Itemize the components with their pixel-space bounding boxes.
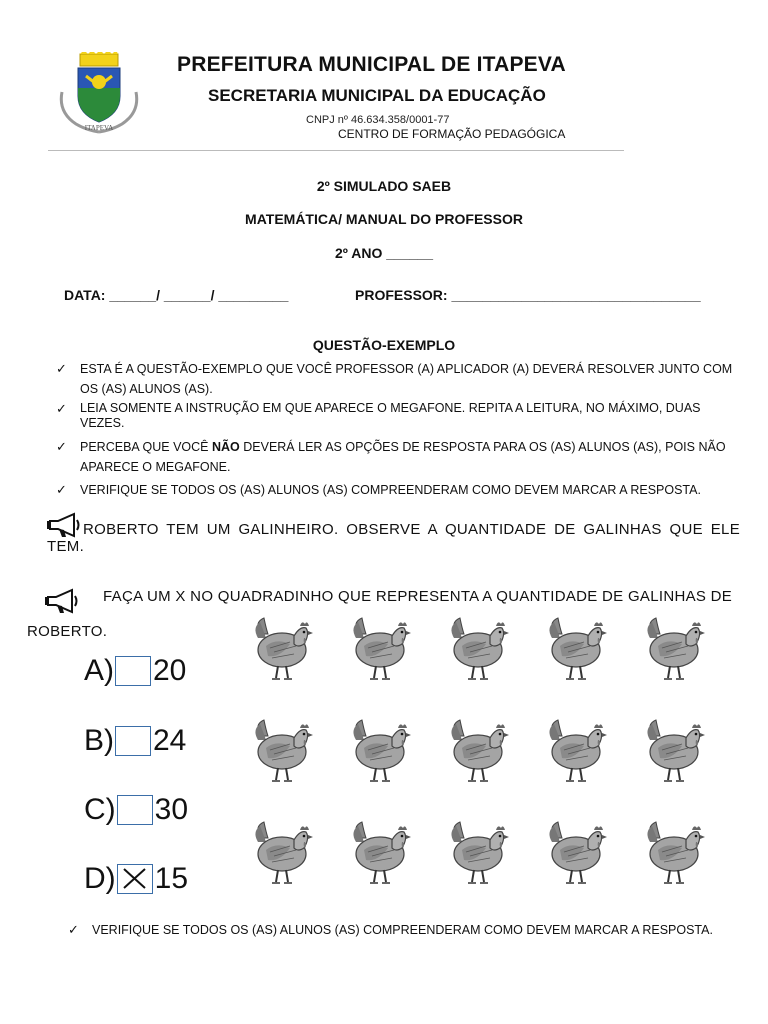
instruction-text bbox=[80, 437, 746, 477]
answer-checkbox[interactable] bbox=[115, 726, 151, 756]
hen-icon bbox=[348, 714, 414, 791]
instruction-text: ESTA É A QUESTÃO-EXEMPLO QUE VOCÊ PROFESSOR (A) APLICADOR (A) DEVERÁ RESOLVER JUNTO COM OS (AS) ALUNOS (AS). bbox=[80, 362, 733, 396]
question-statement: ROBERTO TEM UM GALINHEIRO. OBSERVE A QUANTIDADE DE GALINHAS QUE ELE TEM. bbox=[47, 521, 740, 555]
instruction-item bbox=[56, 401, 746, 431]
option-letter: A) bbox=[84, 654, 114, 687]
instruction-text-part: PERCEBA QUE VOCÊ bbox=[80, 440, 212, 454]
answer-option-d[interactable] bbox=[84, 862, 188, 896]
municipal-crest-logo bbox=[56, 52, 142, 134]
answer-option-a[interactable] bbox=[84, 654, 186, 688]
hen-icon bbox=[446, 714, 512, 791]
footer-reminder-text: VERIFIQUE SE TODOS OS (AS) ALUNOS (AS) COMPREENDERAM COMO DEVEM MARCAR A RESPOSTA. bbox=[92, 923, 713, 937]
hen-icon bbox=[544, 816, 610, 893]
answer-checkbox-marked[interactable] bbox=[117, 864, 153, 894]
answer-checkbox[interactable] bbox=[115, 656, 151, 686]
hen-icon bbox=[544, 714, 610, 791]
hen-icon bbox=[642, 714, 708, 791]
secretaria-subtitle: SECRETARIA MUNICIPAL DA EDUCAÇÃO bbox=[208, 86, 546, 105]
formation-center-name: CENTRO DE FORMAÇÃO PEDAGÓGICA bbox=[338, 127, 566, 141]
exam-title: 2º SIMULADO SAEB bbox=[316, 178, 452, 194]
hen-icon bbox=[642, 612, 708, 689]
exam-subject: MATEMÁTICA/ MANUAL DO PROFESSOR bbox=[245, 211, 523, 227]
hen-icon bbox=[642, 816, 708, 893]
checkmark-icon: ✓ bbox=[56, 361, 67, 376]
hen-icon bbox=[250, 612, 316, 689]
hen-icon bbox=[250, 714, 316, 791]
teacher-field-line: PROFESSOR: ________________________________ bbox=[355, 287, 701, 303]
question-command-end: ROBERTO. bbox=[27, 623, 108, 640]
option-value: 20 bbox=[153, 654, 187, 687]
example-heading: QUESTÃO-EXEMPLO bbox=[312, 337, 456, 353]
instruction-item bbox=[56, 437, 746, 477]
hens-illustration-grid bbox=[250, 612, 720, 892]
answer-option-c[interactable] bbox=[84, 793, 188, 827]
instruction-text: LEIA SOMENTE A INSTRUÇÃO EM QUE APARECE O MEGAFONE. REPITA A LEITURA, NO MÁXIMO, DUAS VEZES. bbox=[80, 401, 701, 430]
hen-icon bbox=[348, 816, 414, 893]
prefeitura-title: PREFEITURA MUNICIPAL DE ITAPEVA bbox=[177, 53, 566, 76]
hen-icon bbox=[446, 612, 512, 689]
checkmark-icon: ✓ bbox=[56, 401, 67, 416]
instruction-text: VERIFIQUE SE TODOS OS (AS) ALUNOS (AS) COMPREENDERAM COMO DEVEM MARCAR A RESPOSTA. bbox=[80, 483, 701, 497]
footer-reminder bbox=[68, 920, 748, 940]
hen-icon bbox=[250, 816, 316, 893]
date-field-line: DATA: ______/ ______/ _________ bbox=[64, 287, 289, 303]
x-mark-icon bbox=[118, 865, 151, 892]
option-value: 15 bbox=[154, 862, 189, 895]
hen-icon bbox=[348, 612, 414, 689]
option-value: 24 bbox=[153, 724, 187, 757]
hen-icon bbox=[544, 612, 610, 689]
answer-option-b[interactable] bbox=[84, 724, 186, 758]
answer-checkbox[interactable] bbox=[117, 795, 153, 825]
header-divider bbox=[48, 150, 624, 151]
instruction-emphasis: NÃO bbox=[211, 440, 240, 454]
instruction-item bbox=[56, 359, 746, 399]
option-letter: D) bbox=[84, 862, 116, 895]
instruction-item bbox=[56, 480, 746, 500]
checkmark-icon: ✓ bbox=[56, 439, 67, 454]
checkmark-icon: ✓ bbox=[68, 922, 79, 937]
hen-icon bbox=[446, 816, 512, 893]
cnpj-number: CNPJ nº 46.634.358/0001-77 bbox=[306, 114, 450, 126]
option-value: 30 bbox=[154, 793, 189, 826]
option-letter: B) bbox=[84, 724, 114, 757]
grade-line: 2º ANO ______ bbox=[335, 245, 433, 261]
checkmark-icon: ✓ bbox=[56, 482, 67, 497]
instruction-text-part: DEVERÁ LER AS OPÇÕES DE RESPOSTA PARA OS (AS) ALUNOS (AS), POIS NÃO APARECE O MEGAFONE. bbox=[80, 440, 726, 474]
question-command: FAÇA UM X NO QUADRADINHO QUE REPRESENTA A QUANTIDADE DE GALINHAS DE bbox=[103, 588, 733, 605]
svg-text:ITAPEVA: ITAPEVA bbox=[84, 124, 114, 132]
option-letter: C) bbox=[84, 793, 116, 826]
megaphone-icon bbox=[44, 588, 80, 614]
